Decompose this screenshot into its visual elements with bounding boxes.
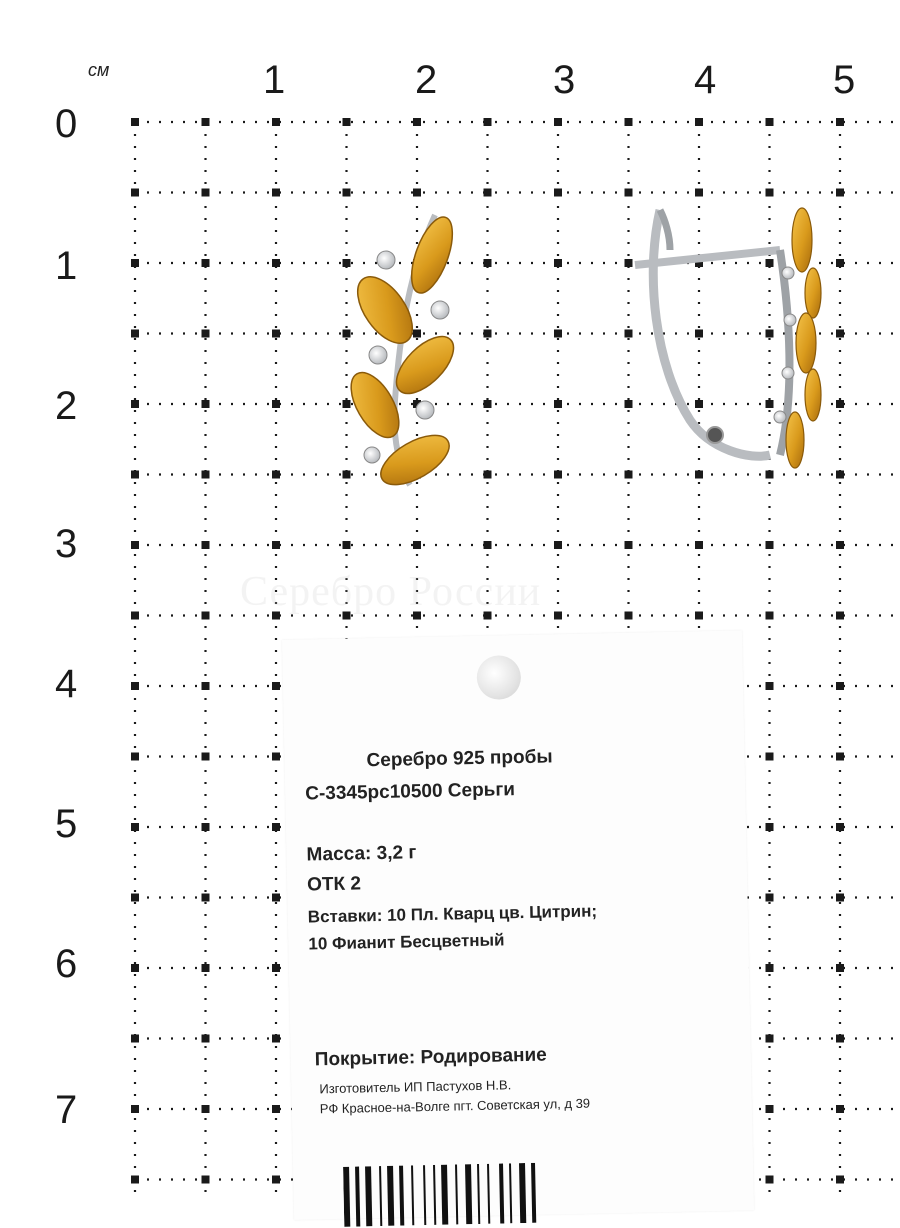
grid-node [202,964,210,972]
grid-node [131,259,139,267]
ruler-side-label-7: 7 [55,1088,78,1132]
grid-node [554,471,562,479]
ruler-side-label-6: 6 [55,942,78,986]
grid-node [766,541,774,549]
grid-node [766,118,774,126]
grid-node [272,682,280,690]
barcode-bar [477,1164,480,1224]
grid-node [554,541,562,549]
grid-node [131,612,139,620]
ruler-side-label-5: 5 [55,802,78,846]
ruler-side-label-3: 3 [55,522,78,566]
grid-node [625,118,633,126]
watermark-text: Серебро России [240,569,542,615]
barcode-bar [519,1163,526,1223]
grid-node [272,330,280,338]
grid-node [413,189,421,197]
grid-node [202,612,210,620]
grid-node [836,1176,844,1184]
grid-node [131,682,139,690]
grid-node [131,894,139,902]
grid-node [484,471,492,479]
grid-node [766,823,774,831]
ruler-top-label-5: 5 [833,58,856,102]
grid-node [554,330,562,338]
grid-node [836,1035,844,1043]
grid-node [343,118,351,126]
grid-node [554,189,562,197]
grid-node [202,682,210,690]
grid-node [202,1035,210,1043]
grid-node [836,894,844,902]
grid-node [202,541,210,549]
ruler-side-label-2: 2 [55,384,78,428]
grid-node [202,1105,210,1113]
grid-node [484,118,492,126]
tag-inserts-line-2: 10 Фианит Бесцветный [308,930,505,954]
grid-node [272,259,280,267]
grid-node [272,894,280,902]
grid-node [484,330,492,338]
barcode-bar [423,1165,426,1225]
barcode-bar [499,1163,504,1223]
ruler-top-label-1: 1 [263,58,286,102]
grid-node [836,612,844,620]
ruler-top-label-2: 2 [415,58,438,102]
grid-node [836,964,844,972]
grid-node [131,330,139,338]
barcode-bar [441,1165,448,1225]
grid-node [272,189,280,197]
tag-hole [476,655,521,700]
ruler-side-label-4: 4 [55,662,78,706]
grid-node [554,400,562,408]
grid-node [484,189,492,197]
ruler-side-label-1: 1 [55,244,78,288]
tag-address-line: РФ Красное-на-Волге пгт. Советская ул, д 39 [319,1095,591,1117]
grid-node [695,612,703,620]
grid-node [766,964,774,972]
grid-node [413,541,421,549]
unit-label: см [88,60,110,80]
barcode-bar [433,1165,436,1225]
grid-node [766,612,774,620]
grid-node [272,823,280,831]
grid-node [272,1176,280,1184]
earring-front-view [340,200,480,500]
barcode-bar [455,1164,458,1224]
grid-node [766,894,774,902]
tag-metal-line: Серебро 925 пробы [366,746,553,772]
barcode-bar [411,1165,414,1225]
grid-node [131,964,139,972]
barcode-bar [365,1166,372,1226]
grid-node [202,330,210,338]
grid-node [625,612,633,620]
grid-node [202,259,210,267]
grid-node [272,964,280,972]
product-tag [282,630,754,1220]
grid-node [554,118,562,126]
tag-mass-line: Масса: 3,2 г [306,842,417,866]
grid-node [131,400,139,408]
grid-node [836,541,844,549]
barcode-bar [379,1166,382,1226]
grid-node [202,823,210,831]
grid-node [131,1176,139,1184]
grid-node [202,471,210,479]
grid-node [484,541,492,549]
ruler-top-label-4: 4 [694,58,717,102]
grid-node [202,753,210,761]
barcode-bar [465,1164,472,1224]
barcode-bar [487,1164,490,1224]
grid-node [272,1105,280,1113]
grid-node [202,894,210,902]
grid-node [836,753,844,761]
grid-node [695,118,703,126]
grid-node [413,118,421,126]
grid-node [202,400,210,408]
grid-node [131,118,139,126]
grid-node [484,400,492,408]
ruler-top-label-3: 3 [553,58,576,102]
barcode-bar [387,1166,394,1226]
barcode-bar [355,1167,360,1227]
grid-node [272,753,280,761]
grid-node [131,1035,139,1043]
barcode-bar [531,1163,536,1223]
grid-node [625,541,633,549]
tag-maker-line: Изготовитель ИП Пастухов Н.В. [319,1077,512,1097]
grid-node [272,541,280,549]
barcode-bar [509,1163,512,1223]
grid-node [202,118,210,126]
grid-node [554,259,562,267]
tag-inserts-line-1: Вставки: 10 Пл. Кварц цв. Цитрин; [307,901,598,927]
grid-node [202,1176,210,1184]
grid-node [766,1105,774,1113]
grid-node [131,823,139,831]
grid-node [272,400,280,408]
grid-node [766,1176,774,1184]
grid-node [131,189,139,197]
grid-node [836,118,844,126]
ruler-side-label-0: 0 [55,102,78,146]
grid-node [202,189,210,197]
grid-node [766,682,774,690]
barcode-bar [343,1167,350,1227]
grid-node [272,471,280,479]
grid-node [343,189,351,197]
earring-side-view [630,195,840,485]
grid-node [131,471,139,479]
grid-node [836,1105,844,1113]
barcode-bar [399,1166,404,1226]
tag-coating-line: Покрытие: Родирование [314,1044,547,1071]
grid-node [836,682,844,690]
grid-node [131,753,139,761]
grid-node [343,541,351,549]
grid-node [836,823,844,831]
grid-node [131,541,139,549]
grid-node [272,118,280,126]
grid-node [554,612,562,620]
barcode [343,1161,644,1227]
grid-node [766,753,774,761]
grid-node [484,259,492,267]
grid-node [695,541,703,549]
tag-otk-line: ОТК 2 [306,873,362,896]
tag-article-line: С-3345рс10500 Серьги [305,779,516,805]
grid-node [131,1105,139,1113]
grid-node [766,1035,774,1043]
grid-node [272,1035,280,1043]
